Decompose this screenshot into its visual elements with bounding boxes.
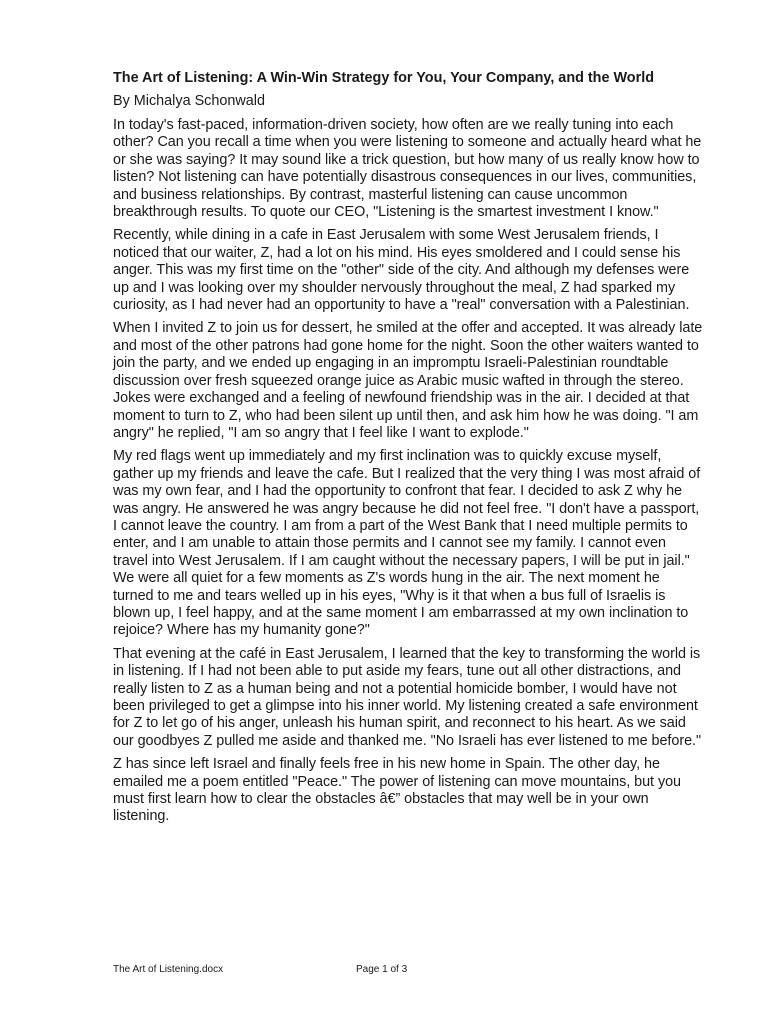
paragraph-2: Recently, while dining in a cafe in East Jerusalem with some West Jerusalem friends, I noticed that our waiter, Z, had a lot on his mind. His eyes smoldered and I could sense his anger. This was my first time on the "other" side of the city. And although my defenses were up and I was looking over my shoulder nervously throughout the meal, Z had sparked my curiosity, as I had never had an opportunity to have a "real" conversation with a Palestinian. xyxy=(113,227,690,314)
footer-page-number: Page 1 of 3 xyxy=(356,964,408,975)
paragraph-3: When I invited Z to join us for dessert, he smiled at the offer and accepted. It was already late and most of the other patrons had gone home for the night. Soon the other waiters wanted to join the party, and we ended up engaging in an impromptu Israeli-Palestinian roundtable discussion over fresh squeezed orange juice as Arabic music wafted in through the stereo. Jokes were exchanged and a feeling of newfound friendship was in the air. I decided at that moment to turn to Z, who had been silent up until then, and ask him how he was doing. "I am angry" he replied, "I am so angry that I feel like I want to explode." xyxy=(113,320,703,441)
footer-filename: The Art of Listening.docx xyxy=(113,964,224,975)
paragraph-6: Z has since left Israel and finally feels free in his new home in Spain. The other day, he emailed me a poem entitled "Peace." The power of listening can move mountains, but you must first learn how to clear the obstacles â€” obstacles that may well be in your own listening. xyxy=(113,756,682,825)
paragraph-4: My red flags went up immediately and my first inclination was to quickly excuse myself, gather up my friends and leave the cafe. But I realized that the very thing I was most afraid of was my own fear, and I had the opportunity to confront that fear. I decided to ask Z why he was angry. He answered he was angry because he did not feel free. "I don't have a passport, I cannot leave the country. I am from a part of the West Bank that I need multiple permits to enter, and I am unable to attain those permits and I cannot see my family. I cannot even travel into West Jerusalem. If I am caught without the necessary papers, I will be put in jail." We were all quiet for a few moments as Z's words hung in the air. The next moment he turned to me and tears welled up in his eyes, "Why is it that when a bus full of Israelis is blown up, I feel happy, and at the same moment I am embarrassed at my own inclination to rejoice? Where has my humanity gone?" xyxy=(113,448,701,639)
author-byline: By Michalya Schonwald xyxy=(113,93,265,109)
document-page xyxy=(113,68,703,826)
document-title: The Art of Listening: A Win-Win Strategy for You, Your Company, and the World xyxy=(113,70,654,86)
paragraph-1: In today's fast-paced, information-driven society, how often are we really tuning into each other? Can you recall a time when you were listening to someone and actually heard what he or she was saying? It may sound like a trick question, but how many of us really know how to listen? Not listening can have potentially disastrous consequences in our lives, communities, and business relationships. By contrast, masterful listening can cause uncommon breakthrough results. To quote our CEO, "Listening is the smartest investment I know." xyxy=(113,117,702,221)
paragraph-5: That evening at the café in East Jerusalem, I learned that the key to transforming the world is in listening. If I had not been able to put aside my fears, tune out all other distractions, and really listen to Z as a human being and not a potential homicide bomber, I would have not been privileged to get a glimpse into his inner world. My listening created a safe environment for Z to let go of his anger, unleash his human spirit, and reconnect to his heart. As we said our goodbyes Z pulled me aside and thanked me. "No Israeli has ever listened to me before." xyxy=(113,645,702,749)
